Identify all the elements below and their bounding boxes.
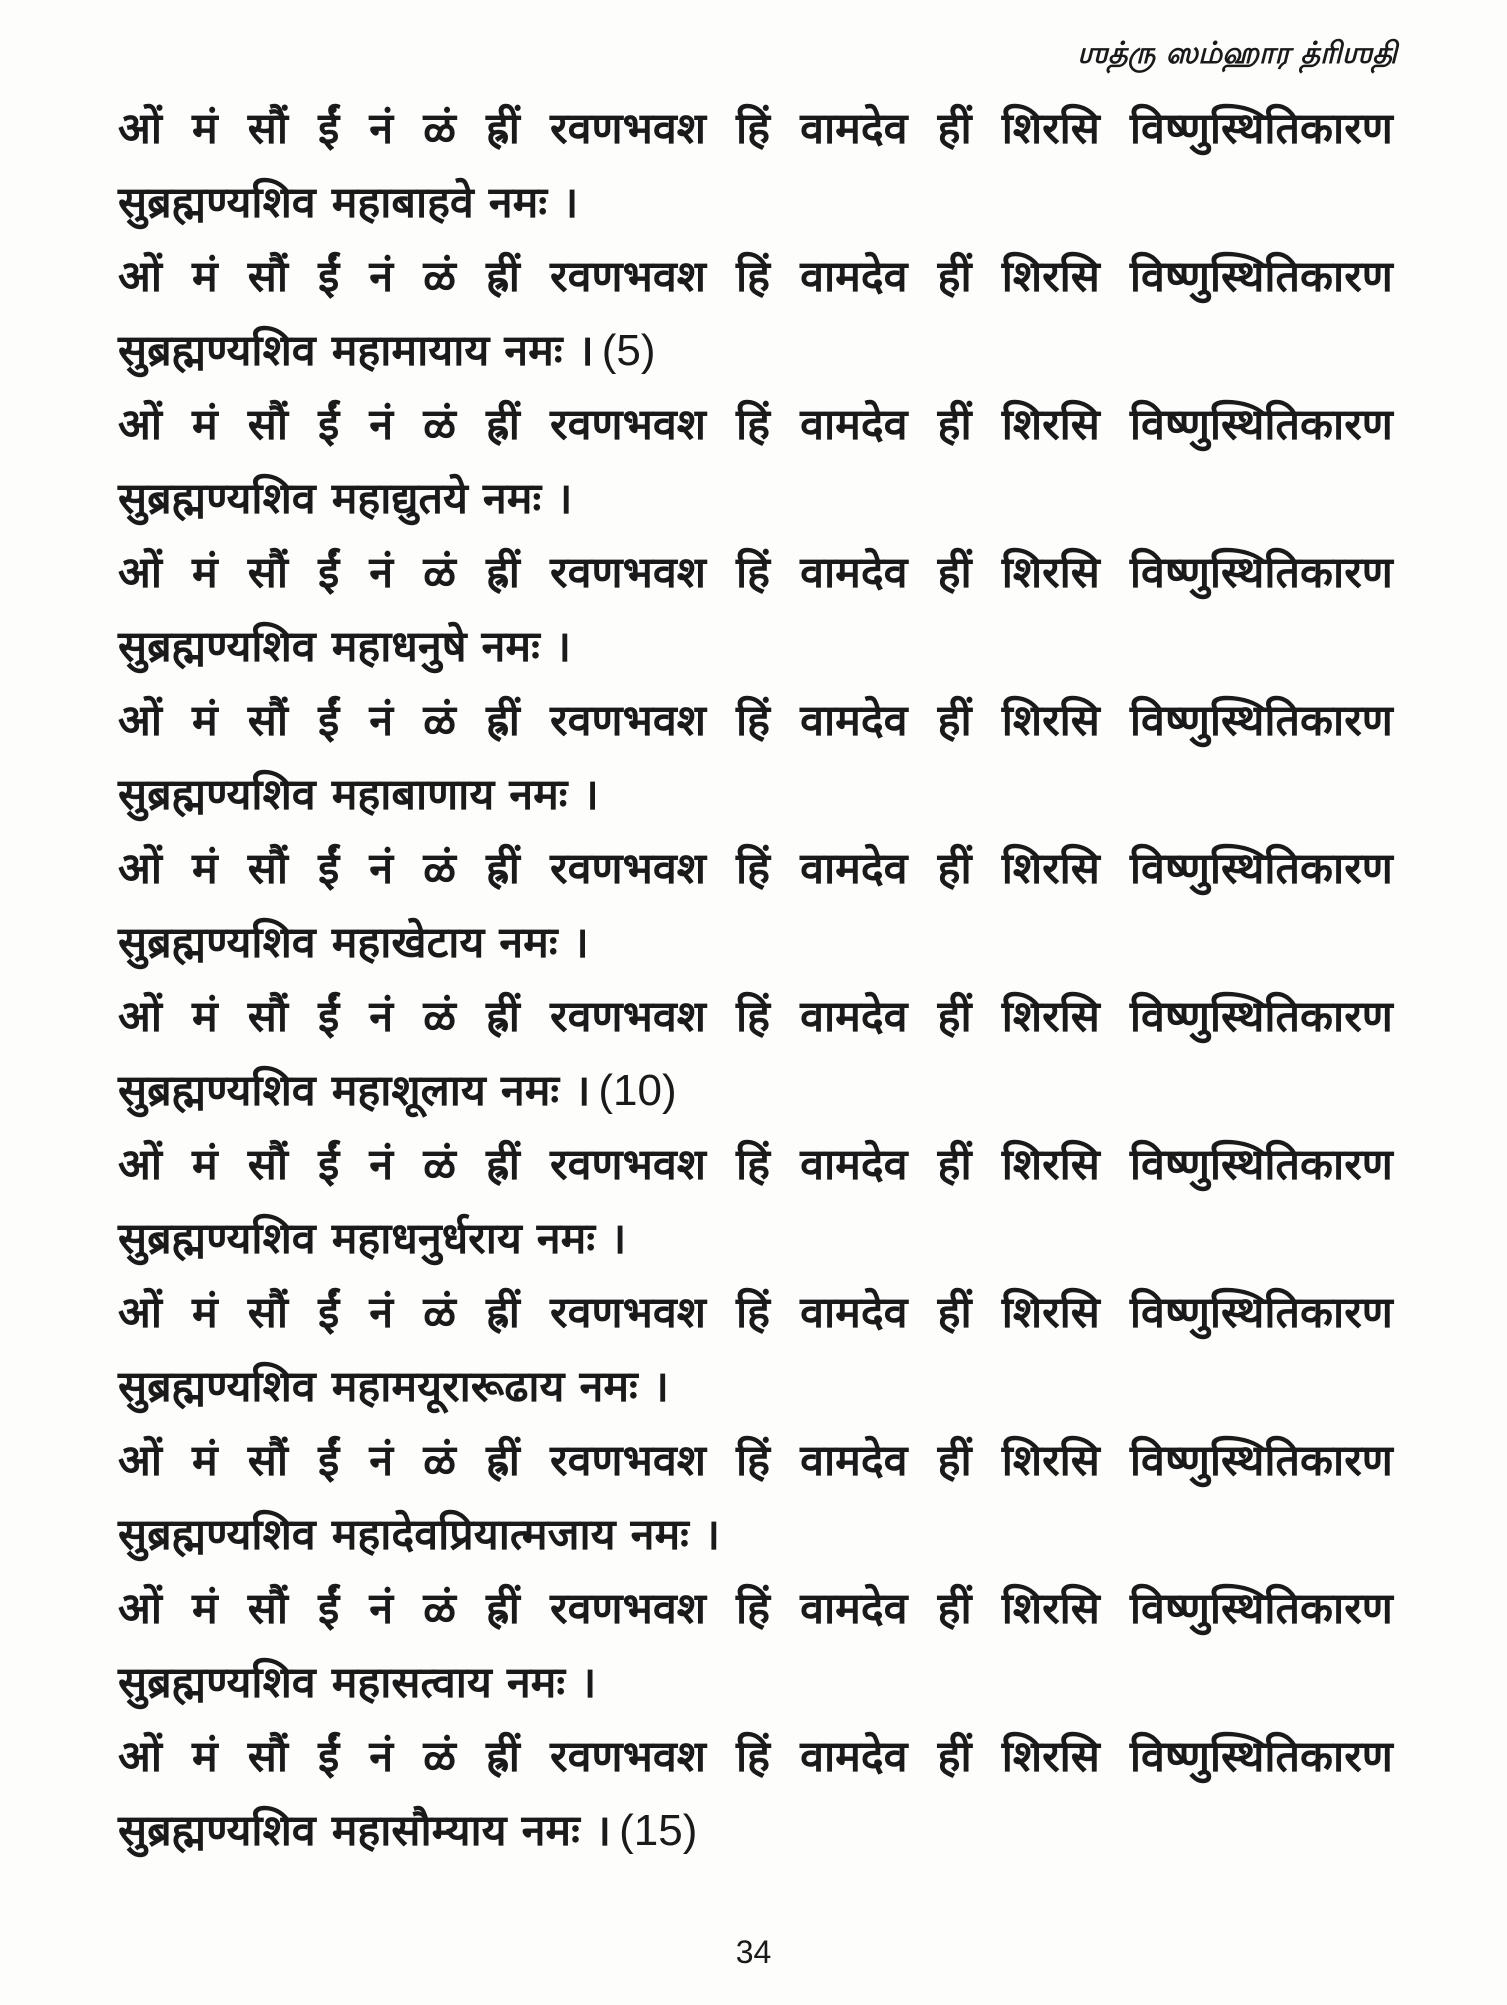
- mantra-word: हिं: [736, 252, 771, 302]
- mantra-word: ळं: [423, 252, 456, 302]
- stotra-entry: [118, 536, 1393, 684]
- mantra-word: विष्णुस्थितिकारण: [1129, 1288, 1393, 1338]
- divine-name: महाबाहवे नमः ।: [331, 178, 579, 228]
- mantra-word: सौं: [247, 1288, 289, 1338]
- mantra-word: नं: [369, 992, 394, 1042]
- name-prefix: सुब्रह्मण्यशिव: [118, 1214, 316, 1264]
- mantra-word: वामदेव: [800, 1732, 908, 1782]
- mantra-word: हीं: [937, 844, 972, 894]
- mantra-word: हिं: [736, 400, 771, 450]
- mantra-word: रवणभवश: [550, 104, 706, 154]
- mantra-word: ईं: [318, 1732, 340, 1782]
- mantra-word: ओं: [118, 1732, 162, 1782]
- mantra-word: ह्रीं: [485, 548, 520, 598]
- mantra-line: [118, 1128, 1393, 1202]
- mantra-word: नं: [369, 696, 394, 746]
- divine-name: महाधनुर्धराय नमः ।: [331, 1214, 627, 1264]
- mantra-word: हिं: [736, 1732, 771, 1782]
- mantra-word: ईं: [318, 1288, 340, 1338]
- mantra-word: हिं: [736, 844, 771, 894]
- name-prefix: सुब्रह्मण्यशिव: [118, 770, 316, 820]
- mantra-word: शिरसि: [1001, 1288, 1100, 1338]
- mantra-word: वामदेव: [800, 548, 908, 598]
- mantra-word: ईं: [318, 1584, 340, 1634]
- mantra-word: नं: [369, 400, 394, 450]
- mantra-word: शिरसि: [1001, 992, 1100, 1042]
- name-prefix: सुब्रह्मण्यशिव: [118, 474, 316, 524]
- mantra-word: हिं: [736, 104, 771, 154]
- mantra-word: ओं: [118, 992, 162, 1042]
- mantra-word: सौं: [247, 844, 289, 894]
- mantra-word: सौं: [247, 252, 289, 302]
- mantra-word: ईं: [318, 104, 340, 154]
- mantra-word: मं: [192, 696, 218, 746]
- mantra-word: ळं: [423, 696, 456, 746]
- name-line: [118, 1350, 1393, 1424]
- divine-name: महाशूलाय नमः ।: [331, 1066, 591, 1116]
- mantra-word: ळं: [423, 1584, 456, 1634]
- mantra-word: ओं: [118, 1584, 162, 1634]
- mantra-word: ओं: [118, 104, 162, 154]
- mantra-word: मं: [192, 548, 218, 598]
- stotra-entry: [118, 1276, 1393, 1424]
- mantra-word: वामदेव: [800, 696, 908, 746]
- mantra-word: मं: [192, 1436, 218, 1486]
- name-prefix: सुब्रह्मण्यशिव: [118, 1806, 316, 1856]
- mantra-word: रवणभवश: [550, 696, 706, 746]
- page-number: 34: [735, 1934, 772, 1970]
- verse-count: (10): [598, 1066, 677, 1115]
- mantra-word: शिरसि: [1001, 400, 1100, 450]
- name-line: [118, 610, 1393, 684]
- mantra-word: नं: [369, 844, 394, 894]
- mantra-word: विष्णुस्थितिकारण: [1129, 548, 1393, 598]
- stotra-entry: [118, 1128, 1393, 1276]
- mantra-word: सौं: [247, 1732, 289, 1782]
- stotra-entry: [118, 1720, 1393, 1868]
- mantra-word: विष्णुस्थितिकारण: [1129, 1436, 1393, 1486]
- mantra-word: ईं: [318, 844, 340, 894]
- mantra-word: हिं: [736, 1584, 771, 1634]
- mantra-line: [118, 536, 1393, 610]
- mantra-word: विष्णुस्थितिकारण: [1129, 1140, 1393, 1190]
- mantra-word: नं: [369, 548, 394, 598]
- mantra-word: शिरसि: [1001, 844, 1100, 894]
- mantra-word: नं: [369, 1436, 394, 1486]
- mantra-word: हिं: [736, 1436, 771, 1486]
- mantra-word: वामदेव: [800, 252, 908, 302]
- divine-name: महाबाणाय नमः ।: [331, 770, 599, 820]
- mantra-word: नं: [369, 104, 394, 154]
- mantra-word: नं: [369, 1732, 394, 1782]
- mantra-word: शिरसि: [1001, 1584, 1100, 1634]
- name-line: [118, 1646, 1393, 1720]
- mantra-word: शिरसि: [1001, 1732, 1100, 1782]
- name-prefix: सुब्रह्मण्यशिव: [118, 1362, 316, 1412]
- mantra-word: ओं: [118, 696, 162, 746]
- mantra-word: सौं: [247, 1584, 289, 1634]
- mantra-word: हीं: [937, 548, 972, 598]
- mantra-word: वामदेव: [800, 844, 908, 894]
- mantra-word: रवणभवश: [550, 1584, 706, 1634]
- mantra-word: मं: [192, 1288, 218, 1338]
- mantra-word: ईं: [318, 252, 340, 302]
- mantra-word: ळं: [423, 844, 456, 894]
- mantra-word: वामदेव: [800, 104, 908, 154]
- mantra-word: मं: [192, 1140, 218, 1190]
- name-line: [118, 166, 1393, 240]
- mantra-word: विष्णुस्थितिकारण: [1129, 1584, 1393, 1634]
- mantra-word: हीं: [937, 992, 972, 1042]
- divine-name: महामायाय नमः ।: [331, 326, 594, 376]
- mantra-word: सौं: [247, 104, 289, 154]
- mantra-word: ईं: [318, 1436, 340, 1486]
- divine-name: महाखेटाय नमः ।: [331, 918, 589, 968]
- mantra-line: [118, 1276, 1393, 1350]
- mantra-word: सौं: [247, 1140, 289, 1190]
- mantra-word: ह्रीं: [485, 844, 520, 894]
- mantra-word: वामदेव: [800, 992, 908, 1042]
- mantra-word: रवणभवश: [550, 548, 706, 598]
- mantra-line: [118, 832, 1393, 906]
- name-line: [118, 1794, 1393, 1868]
- mantra-word: ओं: [118, 1288, 162, 1338]
- mantra-word: वामदेव: [800, 1436, 908, 1486]
- divine-name: महामयूरारूढाय नमः ।: [331, 1362, 669, 1412]
- verse-count: (5): [601, 326, 656, 375]
- stotra-entry: [118, 980, 1393, 1128]
- mantra-word: नं: [369, 1288, 394, 1338]
- mantra-word: शिरसि: [1001, 1140, 1100, 1190]
- mantra-word: शिरसि: [1001, 104, 1100, 154]
- mantra-word: सौं: [247, 992, 289, 1042]
- name-line: [118, 462, 1393, 536]
- mantra-word: शिरसि: [1001, 252, 1100, 302]
- stotra-text: [118, 92, 1393, 1868]
- mantra-word: रवणभवश: [550, 400, 706, 450]
- mantra-line: [118, 388, 1393, 462]
- mantra-word: वामदेव: [800, 400, 908, 450]
- mantra-word: रवणभवश: [550, 1288, 706, 1338]
- divine-name: महासौम्याय नमः ।: [331, 1806, 612, 1856]
- stotra-entry: [118, 684, 1393, 832]
- stotra-entry: [118, 388, 1393, 536]
- mantra-word: ईं: [318, 400, 340, 450]
- mantra-word: वामदेव: [800, 1140, 908, 1190]
- mantra-word: विष्णुस्थितिकारण: [1129, 252, 1393, 302]
- name-prefix: सुब्रह्मण्यशिव: [118, 1066, 316, 1116]
- mantra-word: वामदेव: [800, 1584, 908, 1634]
- mantra-word: ह्रीं: [485, 252, 520, 302]
- stotra-entry: [118, 832, 1393, 980]
- mantra-word: हिं: [736, 1140, 771, 1190]
- mantra-word: हिं: [736, 696, 771, 746]
- mantra-word: ओं: [118, 844, 162, 894]
- mantra-word: हिं: [736, 1288, 771, 1338]
- mantra-word: विष्णुस्थितिकारण: [1129, 400, 1393, 450]
- mantra-word: ओं: [118, 400, 162, 450]
- mantra-word: ह्रीं: [485, 1288, 520, 1338]
- name-line: [118, 1054, 1393, 1128]
- mantra-word: ळं: [423, 548, 456, 598]
- mantra-word: ळं: [423, 1732, 456, 1782]
- name-line: [118, 314, 1393, 388]
- mantra-word: मं: [192, 252, 218, 302]
- mantra-word: ळं: [423, 992, 456, 1042]
- mantra-word: ळं: [423, 1288, 456, 1338]
- mantra-word: विष्णुस्थितिकारण: [1129, 992, 1393, 1042]
- mantra-word: नं: [369, 1140, 394, 1190]
- mantra-word: ईं: [318, 548, 340, 598]
- mantra-word: हीं: [937, 104, 972, 154]
- mantra-word: रवणभवश: [550, 252, 706, 302]
- mantra-word: शिरसि: [1001, 696, 1100, 746]
- mantra-word: हिं: [736, 992, 771, 1042]
- mantra-word: नं: [369, 252, 394, 302]
- mantra-word: ईं: [318, 696, 340, 746]
- mantra-word: सौं: [247, 400, 289, 450]
- mantra-word: रवणभवश: [550, 1140, 706, 1190]
- name-line: [118, 1202, 1393, 1276]
- mantra-word: हीं: [937, 400, 972, 450]
- divine-name: महाद्युतये नमः ।: [331, 474, 573, 524]
- mantra-word: ळं: [423, 104, 456, 154]
- verse-count: (15): [619, 1806, 698, 1855]
- divine-name: महासत्वाय नमः ।: [331, 1658, 597, 1708]
- mantra-line: [118, 240, 1393, 314]
- mantra-word: ईं: [318, 992, 340, 1042]
- stotra-entry: [118, 1424, 1393, 1572]
- mantra-word: विष्णुस्थितिकारण: [1129, 696, 1393, 746]
- mantra-word: हीं: [937, 1732, 972, 1782]
- mantra-word: मं: [192, 992, 218, 1042]
- mantra-line: [118, 1424, 1393, 1498]
- mantra-word: ह्रीं: [485, 696, 520, 746]
- mantra-word: मं: [192, 104, 218, 154]
- mantra-word: ह्रीं: [485, 1584, 520, 1634]
- mantra-line: [118, 1720, 1393, 1794]
- mantra-word: हीं: [937, 1140, 972, 1190]
- mantra-word: विष्णुस्थितिकारण: [1129, 844, 1393, 894]
- mantra-word: ह्रीं: [485, 1436, 520, 1486]
- divine-name: महाधनुषे नमः ।: [331, 622, 572, 672]
- name-line: [118, 906, 1393, 980]
- mantra-word: ओं: [118, 1436, 162, 1486]
- mantra-word: हीं: [937, 1436, 972, 1486]
- mantra-word: ह्रीं: [485, 992, 520, 1042]
- mantra-word: मं: [192, 844, 218, 894]
- mantra-word: ओं: [118, 252, 162, 302]
- mantra-word: सौं: [247, 548, 289, 598]
- mantra-line: [118, 92, 1393, 166]
- mantra-word: ह्रीं: [485, 1732, 520, 1782]
- mantra-word: ह्रीं: [485, 400, 520, 450]
- name-line: [118, 758, 1393, 832]
- mantra-word: मं: [192, 1732, 218, 1782]
- stotra-entry: [118, 92, 1393, 240]
- mantra-word: हीं: [937, 1288, 972, 1338]
- name-prefix: सुब्रह्मण्यशिव: [118, 1510, 316, 1560]
- name-prefix: सुब्रह्मण्यशिव: [118, 918, 316, 968]
- mantra-word: हिं: [736, 548, 771, 598]
- mantra-line: [118, 980, 1393, 1054]
- mantra-word: रवणभवश: [550, 844, 706, 894]
- mantra-word: ळं: [423, 1140, 456, 1190]
- mantra-line: [118, 684, 1393, 758]
- mantra-word: शिरसि: [1001, 548, 1100, 598]
- mantra-word: ओं: [118, 1140, 162, 1190]
- mantra-word: मं: [192, 1584, 218, 1634]
- mantra-word: हीं: [937, 252, 972, 302]
- stotra-entry: [118, 1572, 1393, 1720]
- name-line: [118, 1498, 1393, 1572]
- mantra-word: शिरसि: [1001, 1436, 1100, 1486]
- mantra-word: ळं: [423, 400, 456, 450]
- name-prefix: सुब्रह्मण्यशिव: [118, 622, 316, 672]
- divine-name: महादेवप्रियात्मजाय नमः ।: [331, 1510, 721, 1560]
- mantra-word: ओं: [118, 548, 162, 598]
- stotra-entry: [118, 240, 1393, 388]
- mantra-word: मं: [192, 400, 218, 450]
- mantra-word: रवणभवश: [550, 992, 706, 1042]
- name-prefix: सुब्रह्मण्यशिव: [118, 326, 316, 376]
- mantra-word: रवणभवश: [550, 1732, 706, 1782]
- mantra-word: वामदेव: [800, 1288, 908, 1338]
- mantra-word: ह्रीं: [485, 104, 520, 154]
- mantra-word: नं: [369, 1584, 394, 1634]
- mantra-word: विष्णुस्थितिकारण: [1129, 1732, 1393, 1782]
- mantra-word: हीं: [937, 1584, 972, 1634]
- name-prefix: सुब्रह्मण्यशिव: [118, 1658, 316, 1708]
- running-header: ஶத்ரு ஸம்ஹார த்ரிஶதி: [1077, 36, 1397, 71]
- mantra-word: ळं: [423, 1436, 456, 1486]
- mantra-word: विष्णुस्थितिकारण: [1129, 104, 1393, 154]
- name-prefix: सुब्रह्मण्यशिव: [118, 178, 316, 228]
- mantra-word: ह्रीं: [485, 1140, 520, 1190]
- mantra-word: रवणभवश: [550, 1436, 706, 1486]
- mantra-word: सौं: [247, 1436, 289, 1486]
- mantra-word: ईं: [318, 1140, 340, 1190]
- mantra-line: [118, 1572, 1393, 1646]
- mantra-word: हीं: [937, 696, 972, 746]
- mantra-word: सौं: [247, 696, 289, 746]
